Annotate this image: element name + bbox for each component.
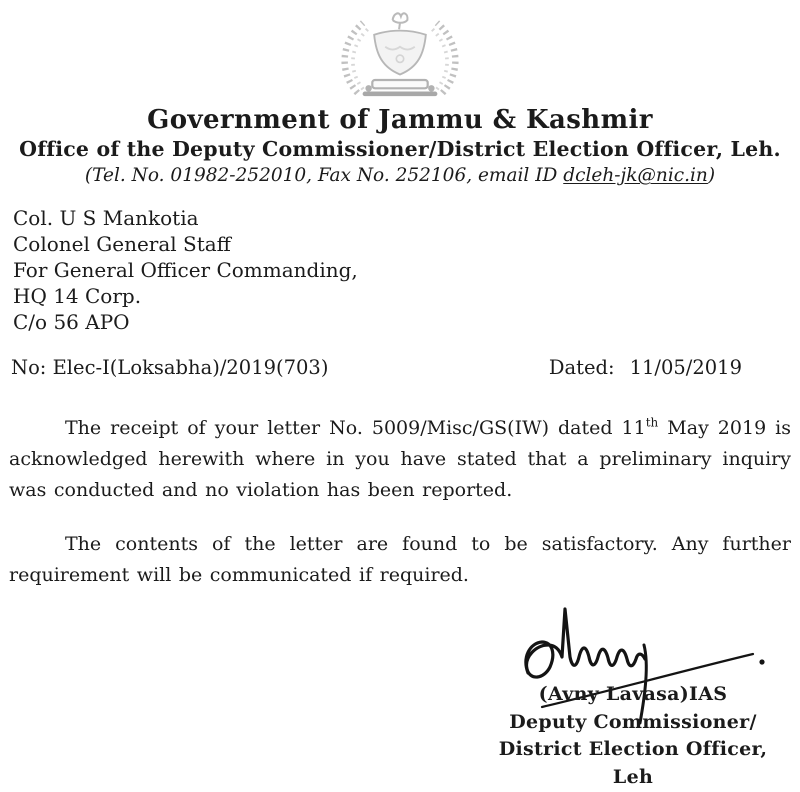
contact-suffix: ) <box>707 165 716 186</box>
contact-line <box>0 162 800 189</box>
contact-prefix: (Tel. No. 01982-252010, Fax No. 252106, email ID <box>84 165 564 186</box>
paragraph-1-text: The receipt of your letter No. 5009/Misc/GS(IW) dated 11 <box>65 417 646 439</box>
state-emblem-icon <box>320 8 480 104</box>
recipient-line: C/o 56 APO <box>13 310 130 334</box>
signatory-designation: District Election Officer, <box>498 738 768 760</box>
recipient-line: Colonel General Staff <box>13 232 231 256</box>
recipient-line: Col. U S Mankotia <box>13 206 199 230</box>
emblem-container <box>0 8 800 104</box>
signatory-place: Leh <box>612 765 654 788</box>
date-group <box>549 355 742 381</box>
paragraph-1 <box>9 413 791 506</box>
recipient-line: For General Officer Commanding, <box>13 258 358 282</box>
signatory-designation: Deputy Commissioner/ <box>509 710 757 733</box>
ordinal-superscript: th <box>645 415 659 430</box>
reference-row <box>0 355 800 381</box>
signatory-name: (Avny Lavasa)IAS <box>538 683 728 705</box>
reference-number: No: Elec-I(Loksabha)/2019(703) <box>11 356 329 379</box>
government-title: Government of Jammu & Kashmir <box>147 105 653 135</box>
signatory-details <box>472 681 794 791</box>
signature-block <box>472 595 794 787</box>
recipient-address <box>13 205 800 335</box>
office-title: Office of the Deputy Commissioner/District Election Officer, Leh. <box>19 137 781 161</box>
date-label: Dated: <box>548 356 615 379</box>
paragraph-2: The contents of the letter are found to be satisfactory. Any further requirement will be communicated if required. <box>9 533 791 586</box>
date-value: 11/05/2019 <box>629 356 742 379</box>
recipient-line: HQ 14 Corp. <box>13 284 142 308</box>
email-address: dcleh-jk@nic.in <box>563 165 708 186</box>
paragraph-1-text-cont: May 2019 is acknowledged herewith where in you have stated that a preliminary inquiry was conducted and no violation has been reported. <box>9 417 791 501</box>
